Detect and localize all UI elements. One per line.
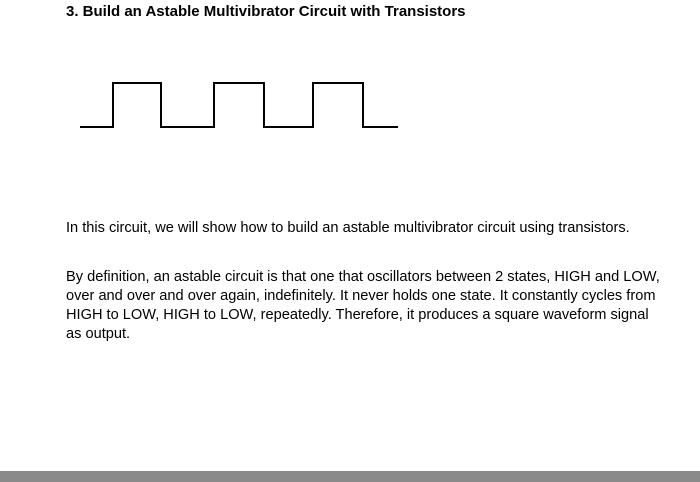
definition-paragraph: By definition, an astable circuit is that one that oscillators between 2 states, HIGH and LOW, over and over and over again, indefinitely. It never holds one state. It constantly cycles from HIGH to LOW, HIGH to LOW, repeatedly. Therefore, it produces a square waveform signal as output. bbox=[66, 269, 660, 342]
footer-bar bbox=[0, 471, 700, 482]
square-wave-line bbox=[80, 83, 398, 127]
intro-paragraph: In this circuit, we will show how to build an astable multivibrator circuit using transistors. bbox=[66, 220, 630, 236]
section-heading: 3. Build an Astable Multivibrator Circuit with Transistors bbox=[66, 3, 466, 20]
